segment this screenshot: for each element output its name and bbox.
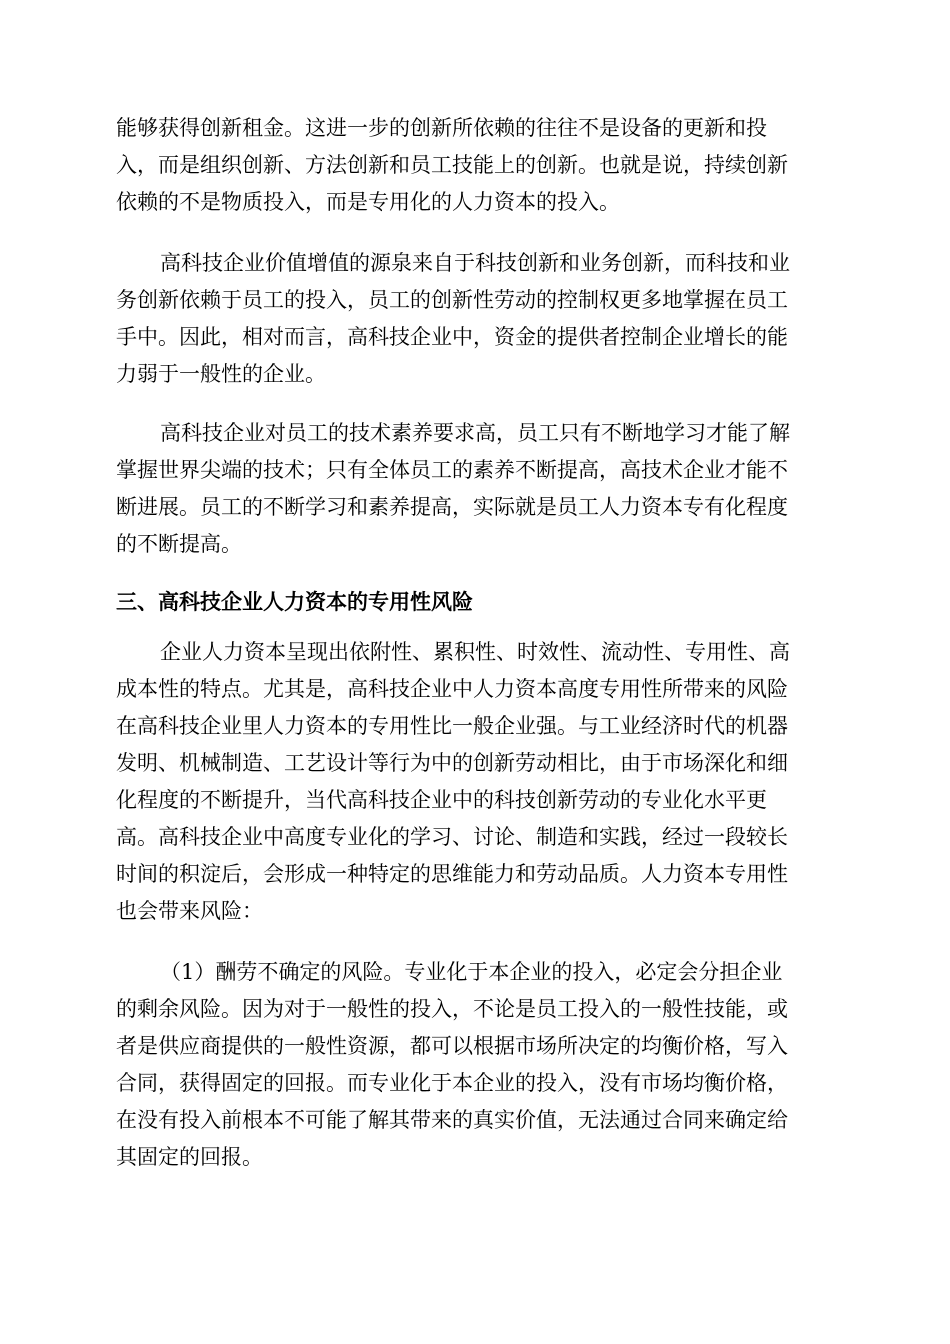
text-line: 能够获得创新租金。这进一步的创新所依赖的往往不是设备的更新和投 (116, 116, 767, 140)
text-line: 高。高科技企业中高度专业化的学习、讨论、制造和实践，经过一段较长 (116, 825, 788, 849)
text-line: 掌握世界尖端的技术；只有全体员工的素养不断提高，高技术企业才能不 (116, 458, 788, 482)
text-line: 断进展。员工的不断学习和素养提高，实际就是员工人力资本专有化程度 (116, 495, 788, 519)
text-line: 也会带来风险： (116, 899, 263, 923)
text-line: 时间的积淀后，会形成一种特定的思维能力和劳动品质。人力资本专用性 (116, 862, 788, 886)
text-line: （1）酬劳不确定的风险。专业化于本企业的投入，必定会分担企业 (160, 960, 783, 984)
text-line: 依赖的不是物质投入，而是专用化的人力资本的投入。 (116, 190, 620, 214)
text-line: 在没有投入前根本不可能了解其带来的真实价值，无法通过合同来确定给 (116, 1108, 788, 1132)
text-line: 在高科技企业里人力资本的专用性比一般企业强。与工业经济时代的机器 (116, 714, 788, 738)
text-line: 高科技企业价值增值的源泉来自于科技创新和业务创新，而科技和业 (160, 251, 790, 275)
text-line: 的不断提高。 (116, 532, 242, 556)
text-line: 合同，获得固定的回报。而专业化于本企业的投入，没有市场均衡价格， (116, 1071, 788, 1095)
text-line: 其固定的回报。 (116, 1145, 263, 1169)
text-line: 手中。因此，相对而言，高科技企业中，资金的提供者控制企业增长的能 (116, 325, 788, 349)
section-heading: 三、高科技企业人力资本的专用性风险 (116, 590, 473, 614)
text-line: 入，而是组织创新、方法创新和员工技能上的创新。也就是说，持续创新 (116, 153, 788, 177)
text-line: 化程度的不断提升，当代高科技企业中的科技创新劳动的专业化水平更 (116, 788, 767, 812)
text-line: 发明、机械制造、工艺设计等行为中的创新劳动相比，由于市场深化和细 (116, 751, 788, 775)
text-line: 者是供应商提供的一般性资源，都可以根据市场所决定的均衡价格，写入 (116, 1034, 788, 1058)
text-line: 的剩余风险。因为对于一般性的投入，不论是员工投入的一般性技能，或 (116, 997, 788, 1021)
text-line: 企业人力资本呈现出依附性、累积性、时效性、流动性、专用性、高 (160, 640, 790, 664)
text-line: 成本性的特点。尤其是，高科技企业中人力资本高度专用性所带来的风险 (116, 677, 788, 701)
text-line: 力弱于一般性的企业。 (116, 362, 326, 386)
text-line: 高科技企业对员工的技术素养要求高，员工只有不断地学习才能了解 (160, 421, 790, 445)
text-line: 务创新依赖于员工的投入，员工的创新性劳动的控制权更多地掌握在员工 (116, 288, 788, 312)
